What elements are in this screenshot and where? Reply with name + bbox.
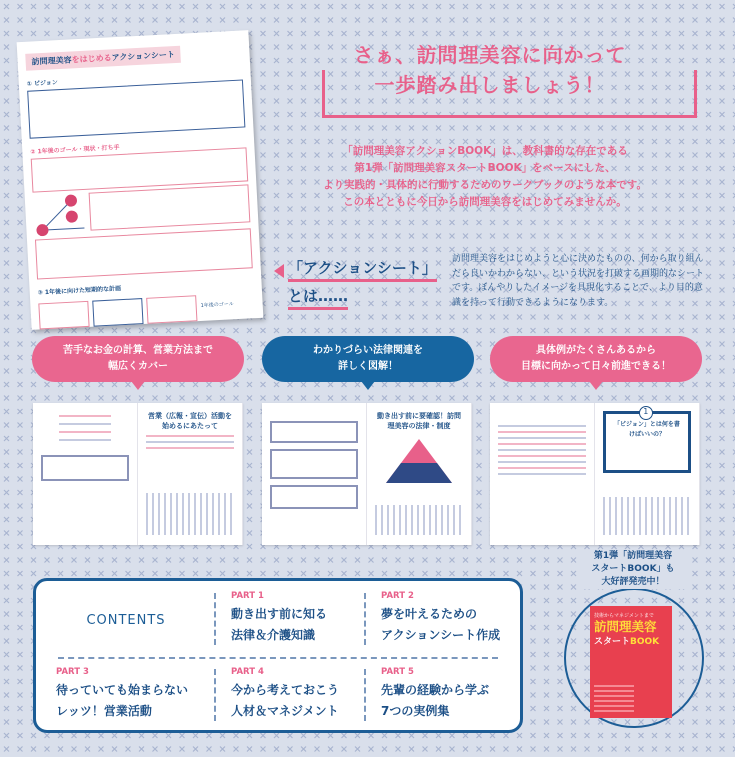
feature-line: 幅広くカバー [108, 361, 168, 372]
part-number: PART 3 [56, 667, 89, 677]
sheet-section-plan: ③ 1年後に向けた短期的な計画 [37, 285, 122, 297]
feature-line: 詳しく図解！ [338, 361, 398, 372]
sheet-title: 訪問理美容をはじめるアクションシート [25, 46, 181, 71]
contents-part-4[interactable] [231, 667, 381, 722]
pyramid-diagram [384, 437, 454, 485]
feature-line: 苦手なお金の計算、営業方法まで [63, 345, 213, 356]
headline-line: さぁ、訪問理美容に向かって [353, 43, 627, 67]
promo-line: 大好評発売中！ [601, 577, 665, 587]
promo-text [580, 550, 686, 589]
spread-heading: 動き出す前に要確認！訪問理美容の法律・制度 [377, 412, 461, 430]
part-title: 待っていても始まらない [56, 683, 189, 697]
plan-box [38, 301, 89, 330]
spread-number: 1 [639, 406, 653, 420]
plan-box [92, 298, 143, 327]
part-title: アクションシート作成 [381, 628, 501, 642]
part-title: 動き出す前に知る [231, 607, 328, 621]
cover-subtitle: 技術からマネジメントまで [594, 613, 654, 619]
part-title: 7つの実例集 [381, 704, 450, 718]
part-title: 先輩の経験から学ぶ [381, 683, 490, 697]
contents-part-3[interactable] [56, 667, 206, 722]
action-sheet-preview [17, 30, 264, 330]
contents-part-1[interactable] [231, 591, 381, 646]
part-number: PART 1 [231, 591, 264, 601]
headline-line: 一歩踏み出しましょう！ [374, 73, 606, 97]
lead-line: 「訪問理美容アクションBOOK」は、教科書的な存在である [342, 145, 628, 157]
action-box [89, 184, 251, 230]
headline [300, 40, 680, 100]
lead-line: 第1弾「訪問理美容スタートBOOK」をベースにした、 [354, 162, 616, 174]
book-spread-sales [33, 403, 243, 545]
heading-line: 「アクションシート」 [288, 257, 437, 282]
action-sheet-heading [288, 254, 437, 310]
book-spread-law [262, 403, 472, 545]
action-sheet-description: 訪問理美容をはじめようと心に決めたものの、何から取り組んだら良いかわからない、という状況を打破する画期的なシートです。ぼんやりしたイメージを具現化することで、より目的意識を持って行動できるようになります。 [452, 254, 705, 308]
sheet-section-vision: ① ビジョン [26, 79, 59, 88]
feature-line: わかりづらい法律関連を [313, 345, 423, 356]
cover-title: 訪問理美容 [594, 619, 657, 634]
cover-stripes [594, 682, 634, 712]
goal-label: 1年後のゴール [200, 301, 234, 309]
spread-heading: 営業（広報・宣伝）活動を始めるにあたって [148, 412, 232, 430]
cover-title: BOOK [630, 637, 660, 647]
contents-part-2[interactable] [381, 591, 531, 646]
contents-box [33, 578, 523, 733]
part-title: レッツ！営業活動 [56, 704, 152, 718]
feature-bubble [262, 336, 474, 382]
cover-title: スタート [594, 637, 631, 647]
promo-line: 第1弾「訪問理美容 [593, 551, 673, 561]
contents-label: CONTENTS [86, 613, 166, 628]
arrow-left-icon [274, 264, 284, 278]
feature-bubble [490, 336, 702, 382]
feature-bubble [32, 336, 244, 382]
part-number: PART 2 [381, 591, 414, 601]
triangle-diagram-icon [33, 190, 87, 237]
feature-line: 目標に向かって日々前進できる！ [521, 361, 671, 372]
current-box [35, 228, 253, 279]
part-number: PART 4 [231, 667, 264, 677]
promo-line: スタートBOOK」も [591, 564, 675, 574]
part-title: 人材＆マネジメント [231, 704, 339, 718]
part-title: 夢を叶えるための [381, 607, 478, 621]
contents-part-5[interactable] [381, 667, 531, 722]
lead-line: この本とともに今日から訪問理美容をはじめてみませんか。 [343, 196, 627, 208]
book-spread-vision [490, 403, 700, 545]
plan-box [146, 295, 197, 324]
part-title: 今から考えておこう [231, 683, 340, 697]
lead-line: より実践的・具体的に行動するためのワークブックのような本です。 [323, 179, 647, 191]
part-number: PART 5 [381, 667, 414, 677]
spread-heading: 「ビジョン」とは何を書けばいいの？ [614, 421, 680, 438]
part-title: 法律＆介護知識 [231, 628, 316, 642]
lead-text [300, 143, 670, 211]
start-book-cover[interactable] [590, 606, 672, 718]
feature-line: 具体例がたくさんあるから [536, 345, 656, 356]
heading-line: とは…… [288, 285, 348, 310]
vision-box [27, 79, 245, 138]
sheet-section-goal: ② 1年後のゴール・現状・打ち手 [30, 144, 120, 156]
